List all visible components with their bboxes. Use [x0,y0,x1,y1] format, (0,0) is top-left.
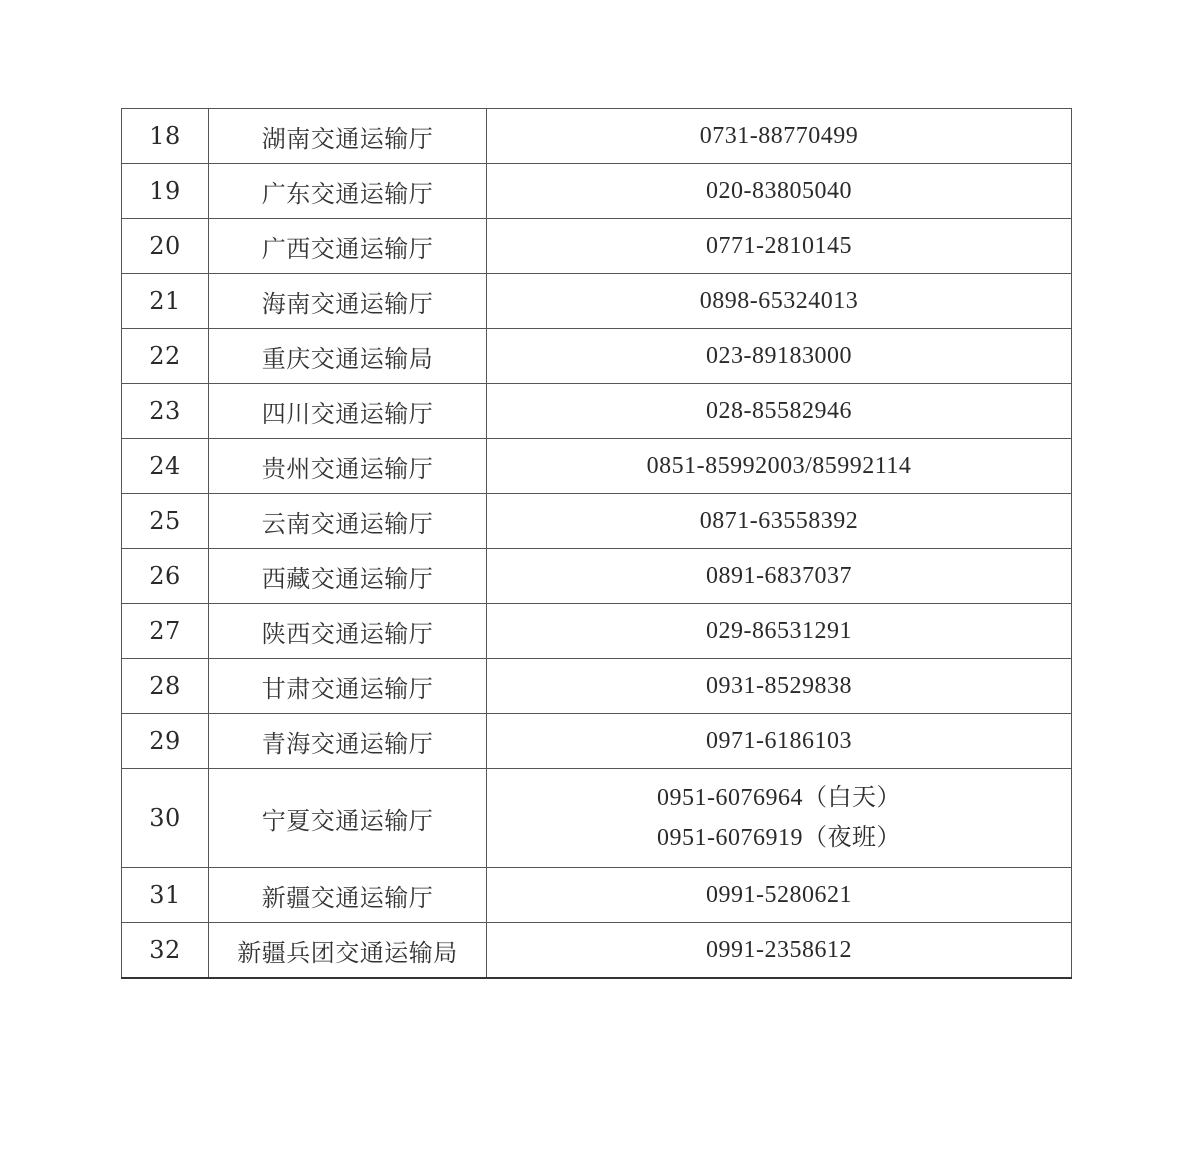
phone-cell [487,923,1072,979]
row-number: 27 [122,604,209,659]
phone-cell [487,439,1072,494]
phone-number: 0871-63558392 [699,508,859,534]
table-row [122,494,1072,549]
row-number: 26 [122,549,209,604]
row-number: 19 [122,164,209,219]
row-number: 18 [122,109,209,164]
row-number: 31 [122,868,209,923]
phone-cell [487,494,1072,549]
phone-number: 029-86531291 [706,618,852,644]
organization-name: 云南交通运输厅 [209,494,487,549]
organization-name: 广西交通运输厅 [209,219,487,274]
phone-number-night: 0951-6076919（夜班） [657,825,901,851]
organization-name: 新疆兵团交通运输局 [209,923,487,979]
table-row [122,274,1072,329]
row-number: 21 [122,274,209,329]
table-row [122,868,1072,923]
phone-cell [487,604,1072,659]
phone-cell [487,549,1072,604]
contacts-table-body [122,109,1072,979]
phone-cell [487,769,1072,868]
organization-name: 湖南交通运输厅 [209,109,487,164]
phone-number: 0771-2810145 [706,233,852,259]
table-row [122,659,1072,714]
table-row [122,549,1072,604]
table-row [122,219,1072,274]
row-number: 23 [122,384,209,439]
table-row [122,329,1072,384]
row-number: 30 [122,769,209,868]
organization-name: 青海交通运输厅 [209,714,487,769]
phone-cell [487,384,1072,439]
table-row [122,384,1072,439]
phone-cell [487,659,1072,714]
organization-name: 广东交通运输厅 [209,164,487,219]
row-number: 32 [122,923,209,979]
table-row [122,109,1072,164]
table-row [122,769,1072,868]
phone-number: 0731-88770499 [699,123,859,149]
row-number: 24 [122,439,209,494]
organization-name: 四川交通运输厅 [209,384,487,439]
table-row [122,164,1072,219]
row-number: 25 [122,494,209,549]
organization-name: 重庆交通运输局 [209,329,487,384]
organization-name: 甘肃交通运输厅 [209,659,487,714]
row-number: 29 [122,714,209,769]
phone-number: 0991-2358612 [706,937,852,963]
phone-number: 0931-8529838 [706,673,852,699]
row-number: 22 [122,329,209,384]
phone-cell [487,164,1072,219]
organization-name: 陕西交通运输厅 [209,604,487,659]
phone-number: 028-85582946 [706,398,852,424]
phone-number: 0971-6186103 [706,728,852,754]
table-row [122,714,1072,769]
phone-cell [487,274,1072,329]
phone-number-day: 0951-6076964（白天） [657,785,901,811]
organization-name: 宁夏交通运输厅 [209,769,487,868]
phone-number: 0891-6837037 [706,563,852,589]
phone-number: 0991-5280621 [706,882,852,908]
phone-cell [487,714,1072,769]
phone-cell [487,329,1072,384]
row-number: 28 [122,659,209,714]
phone-cell [487,868,1072,923]
organization-name: 贵州交通运输厅 [209,439,487,494]
organization-name: 新疆交通运输厅 [209,868,487,923]
row-number: 20 [122,219,209,274]
phone-number: 0898-65324013 [699,288,859,314]
table-row [122,604,1072,659]
phone-number: 023-89183000 [706,343,852,369]
organization-name: 西藏交通运输厅 [209,549,487,604]
phone-cell [487,219,1072,274]
contacts-table [121,108,1072,979]
phone-number: 0851-85992003/85992114 [646,453,912,479]
phone-cell [487,109,1072,164]
organization-name: 海南交通运输厅 [209,274,487,329]
table-row [122,923,1072,979]
phone-number: 020-83805040 [706,178,852,204]
table-row [122,439,1072,494]
